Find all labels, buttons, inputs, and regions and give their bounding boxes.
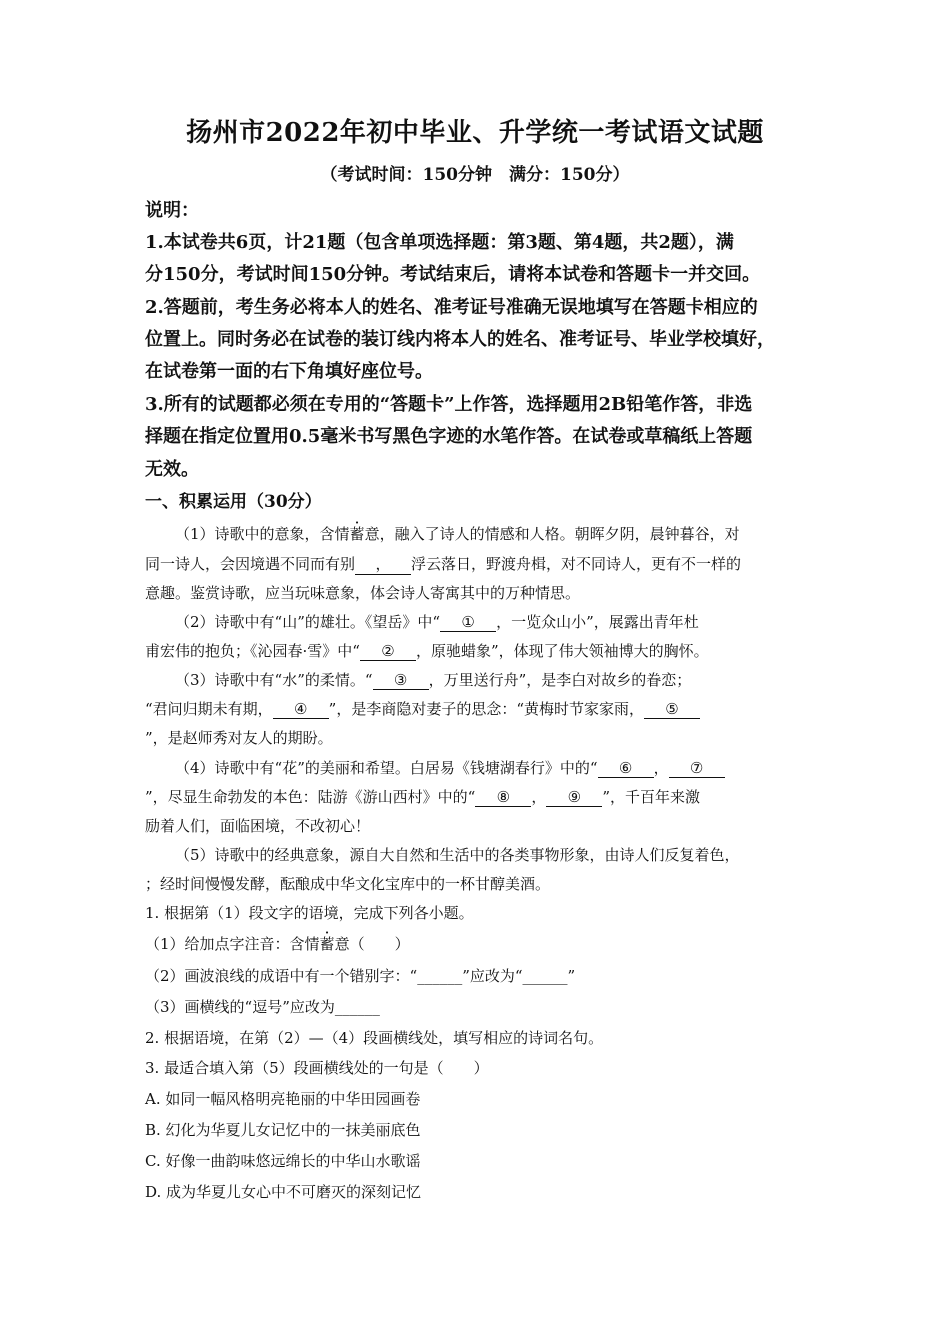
- dotted-char: 蓄: [349, 525, 365, 543]
- blank-9: ⑨: [546, 788, 602, 807]
- text: 甫宏伟的抱负；《沁园春·雪》中“: [145, 642, 360, 660]
- instruction-line: 在试卷第一面的右下角填好座位号。: [145, 361, 433, 382]
- option-a: A. 如同一幅风格明亮艳丽的中华田园画卷: [145, 1090, 421, 1108]
- text: “君问归期未有期，: [145, 700, 273, 718]
- exam-time-info: （考试时间：150分钟 满分：150分）: [320, 165, 630, 185]
- passage-line: [175, 669, 815, 690]
- blank-4: ④: [273, 700, 329, 719]
- passage-line: （5）诗歌中的经典意象，源自大自然和生活中的各类事物形象，由诗人们反复着色，: [175, 846, 740, 864]
- text: （3）诗歌中有“水”的柔情。“: [175, 671, 373, 689]
- blank-7: ⑦: [669, 759, 725, 778]
- underlined-comma: ，: [355, 553, 411, 575]
- text: ”，千百年来激: [602, 788, 701, 806]
- option-d: D. 成为华夏儿女心中不可磨灭的深刻记忆: [145, 1183, 422, 1201]
- text: ，原驰蜡象”，体现了伟大领袖博大的胸怀。: [415, 642, 709, 660]
- blank-6: ⑥: [598, 759, 654, 778]
- instruction-line: 无效。: [145, 459, 199, 480]
- passage-line: [175, 611, 815, 632]
- passage-line: [145, 640, 815, 661]
- text: （1）诗歌中的意象，含情: [175, 525, 350, 543]
- blank-2: ②: [360, 642, 416, 661]
- question-1-3: （3）画横线的“逗号”应改为______: [145, 998, 380, 1016]
- passage-line: [145, 553, 815, 575]
- instruction-line: 2.答题前，考生务必将本人的姓名、准考证号准确无误地填写在答题卡相应的: [145, 297, 758, 318]
- blank-1: ①: [440, 613, 496, 632]
- text: 意，融入了诗人的情感和人格。朝晖夕阴，晨钟暮谷，对: [364, 525, 740, 543]
- text: ，一览众山小”，展露出青年杜: [496, 613, 699, 631]
- instruction-line: 位置上。同时务必在试卷的装订线内将本人的姓名、准考证号、毕业学校填好，: [145, 329, 775, 350]
- passage-line: ”，是赵师秀对友人的期盼。: [145, 729, 333, 747]
- dotted-char: 蓄: [319, 935, 335, 953]
- blank-3: ③: [373, 671, 429, 690]
- text: ，: [653, 759, 669, 777]
- text: ，: [531, 788, 547, 806]
- blank-8: ⑧: [475, 788, 531, 807]
- text: 同一诗人，会因境遇不同而有别: [145, 555, 356, 573]
- question-1-1: [145, 933, 815, 954]
- text: ”，尽显生命勃发的本色：陆游《游山西村》中的“: [145, 788, 476, 806]
- page-title: 扬州市2022年初中毕业、升学统一考试语文试题: [186, 118, 764, 148]
- text: ”，是李商隐对妻子的思念：“黄梅时节家家雨，: [328, 700, 645, 718]
- instruction-line: 1.本试卷共6页，计21题（包含单项选择题：第3题、第4题，共2题），满: [145, 232, 734, 253]
- passage-line: 意趣。鉴赏诗歌，应当玩味意象，体会诗人寄寓其中的万种情思。: [145, 584, 581, 602]
- passage-line: [145, 698, 815, 719]
- option-b: B. 幻化为华夏儿女记忆中的一抹美丽底色: [145, 1121, 421, 1139]
- passage-line: [145, 786, 815, 807]
- blank-5: ⑤: [644, 700, 700, 719]
- passage-line: [175, 523, 815, 544]
- passage-line: 励着人们，面临困境，不改初心！: [145, 817, 371, 835]
- question-2: 2. 根据语境，在第（2）—（4）段画横线处，填写相应的诗词名句。: [145, 1029, 604, 1047]
- instruction-line: 择题在指定位置用0.5毫米书写黑色字迹的水笔作答。在试卷或草稿纸上答题: [145, 426, 753, 447]
- passage-line: ；经时间慢慢发酵，酝酿成中华文化宝库中的一杯甘醇美酒。: [145, 875, 551, 893]
- text: 意（ ）: [334, 935, 410, 953]
- instruction-line: 分150分，考试时间150分钟。考试结束后，请将本试卷和答题卡一并交回。: [145, 264, 761, 285]
- passage-line: [175, 757, 815, 778]
- instructions-heading: 说明：: [145, 200, 199, 221]
- section-heading: 一、积累运用（30分）: [145, 492, 322, 512]
- text: ，万里送行舟”，是李白对故乡的眷恋；: [428, 671, 692, 689]
- question-1-2: （2）画波浪线的成语中有一个错别字：“______”应改为“______”: [145, 967, 576, 985]
- text: （2）诗歌中有“山”的雄壮。《望岳》中“: [175, 613, 441, 631]
- text: 浮云落日，野渡舟楫，对不同诗人，更有不一样的: [411, 555, 742, 573]
- text: （4）诗歌中有“花”的美丽和希望。白居易《钱塘湖春行》中的“: [175, 759, 598, 777]
- question-1: 1. 根据第（1）段文字的语境，完成下列各小题。: [145, 904, 474, 922]
- instruction-line: 3.所有的试题都必须在专用的“答题卡”上作答，选择题用2B铅笔作答，非选: [145, 394, 753, 415]
- option-c: C. 好像一曲韵味悠远绵长的中华山水歌谣: [145, 1152, 421, 1170]
- text: （1）给加点字注音：含情: [145, 935, 320, 953]
- question-3: 3. 最适合填入第（5）段画横线处的一句是（ ）: [145, 1059, 489, 1077]
